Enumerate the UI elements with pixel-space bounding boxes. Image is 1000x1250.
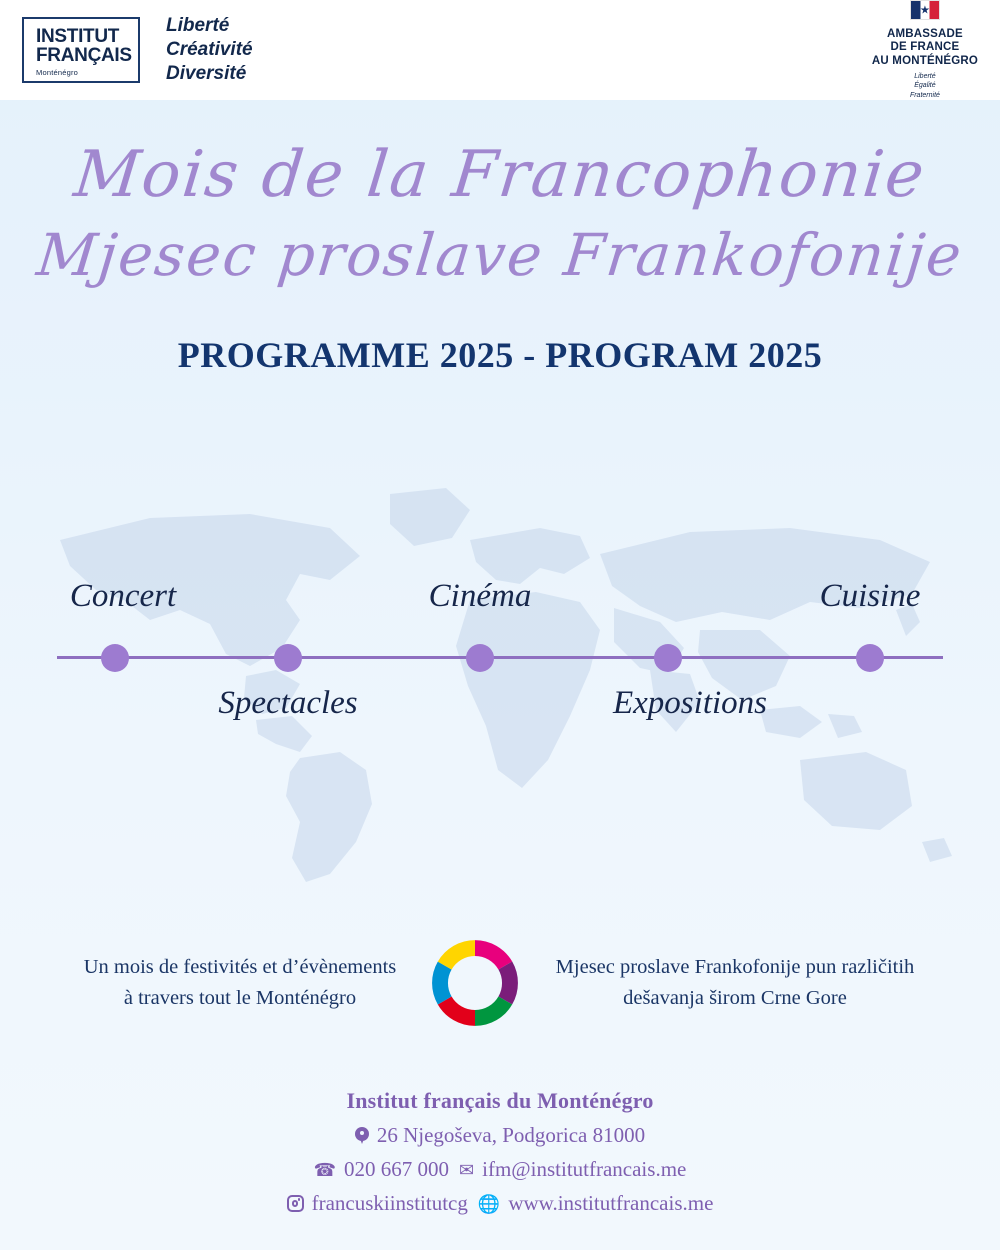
instagram-icon <box>287 1195 304 1212</box>
devise-line-1: Liberté <box>166 14 230 36</box>
french-flag-icon <box>910 0 940 20</box>
devise-line-2: Créativité <box>166 38 253 60</box>
motto-line-1: Liberté <box>914 72 936 80</box>
contact-phone: 020 667 000 <box>344 1157 450 1181</box>
embassy-line-3: AU MONTÉNÉGRO <box>871 54 978 67</box>
motto-line-2: Égalité <box>914 82 936 90</box>
contact-instagram: francuskiinstitutcg <box>311 1191 468 1215</box>
website-group[interactable] <box>478 1191 714 1216</box>
timeline-line <box>57 656 943 659</box>
location-pin-icon <box>355 1127 369 1145</box>
programme-subtitle: PROGRAMME 2025 - PROGRAM 2025 <box>177 335 823 376</box>
timeline-dot-expositions <box>654 644 682 672</box>
embassy-line-2: DE FRANCE <box>890 41 960 54</box>
timeline-label-expositions: Expositions <box>613 685 767 721</box>
embassy-logo <box>872 0 978 100</box>
timeline-dot-spectacles <box>274 644 302 672</box>
organization-name: Institut français du Monténégro <box>346 1088 654 1113</box>
logo-line-3: Monténégro <box>36 67 79 77</box>
timeline-dot-concert <box>101 644 129 672</box>
title-line-montenegrin: Mjesec proslave Frankofonije <box>33 221 967 290</box>
logo-line-1: INSTITUT <box>36 25 120 47</box>
francophonie-logo-icon <box>422 930 528 1036</box>
motto-line-3: Fraternité <box>909 91 940 99</box>
phone-icon: ☎ <box>313 1159 337 1180</box>
contact-address: 26 Njegoševa, Podgorica 81000 <box>376 1123 646 1147</box>
timeline-label-spectacles: Spectacles <box>218 685 358 721</box>
devise-block <box>166 14 253 87</box>
logo-line-2: FRANÇAIS <box>36 45 132 67</box>
devise-line-3: Diversité <box>166 63 247 85</box>
description-montenegrin: Mjesec proslave Frankofonije pun različitih dešavanja širom Crne Gore <box>555 956 915 1009</box>
timeline-dot-cuisine <box>856 644 884 672</box>
title-line-french: Mois de la Francophonie <box>70 138 930 212</box>
contact-email: ifm@institutfrancais.me <box>482 1157 687 1181</box>
institut-francais-logo <box>22 17 140 83</box>
contact-social-row <box>0 1191 1000 1216</box>
email-group[interactable] <box>459 1157 686 1182</box>
timeline-dot-cinema <box>466 644 494 672</box>
description-row <box>0 930 1000 1036</box>
embassy-motto <box>872 72 978 100</box>
description-french: Un mois de festivités et d’évènements à travers tout le Monténégro <box>83 956 397 1009</box>
poster-title <box>0 138 1000 290</box>
header-left <box>22 14 253 87</box>
contact-block <box>0 1088 1000 1216</box>
embassy-line-1: AMBASSADE <box>886 28 963 41</box>
timeline-label-cuisine: Cuisine <box>819 578 921 614</box>
contact-phone-email-row <box>0 1157 1000 1182</box>
contact-website: www.institutfrancais.me <box>508 1191 714 1215</box>
header-bar <box>0 0 1000 100</box>
phone-group[interactable] <box>314 1157 449 1182</box>
envelope-icon: ✉ <box>459 1159 475 1180</box>
contact-address-row <box>0 1123 1000 1148</box>
timeline-label-cinema: Cinéma <box>428 578 532 614</box>
timeline-label-concert: Concert <box>69 578 177 614</box>
instagram-group[interactable] <box>287 1191 468 1216</box>
events-timeline <box>0 560 1000 750</box>
globe-icon: 🌐 <box>477 1193 501 1214</box>
